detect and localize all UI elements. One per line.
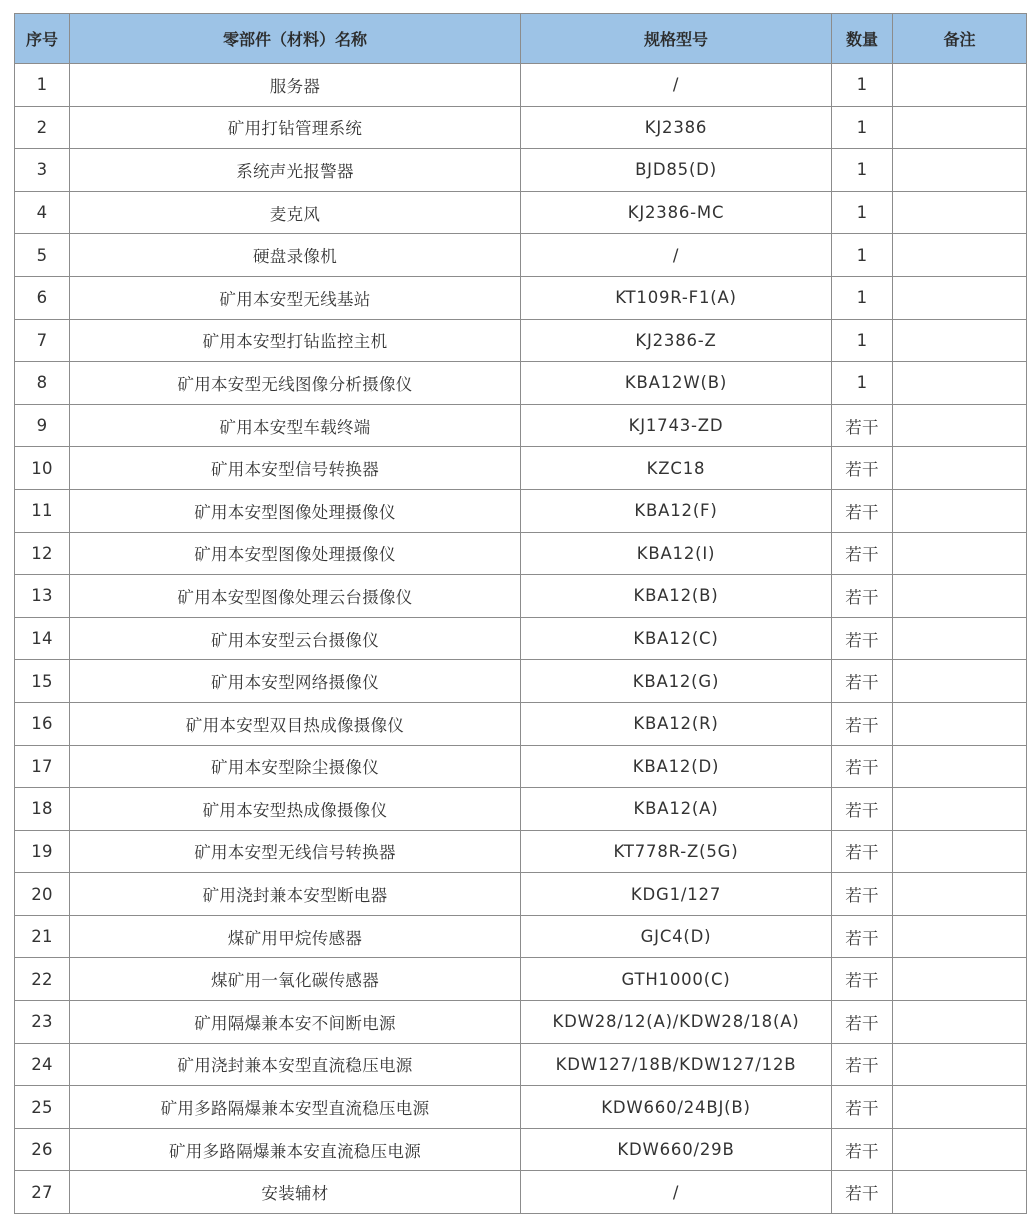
cell-spec: KBA12(I) xyxy=(521,532,832,575)
cell-name: 矿用本安型信号转换器 xyxy=(70,447,521,490)
header-row xyxy=(15,14,1027,64)
cell-note xyxy=(893,1043,1027,1086)
cell-no: 8 xyxy=(15,362,70,405)
cell-qty: 若干 xyxy=(832,1086,893,1129)
table-row xyxy=(15,1043,1027,1086)
cell-name: 系统声光报警器 xyxy=(70,149,521,192)
table-row xyxy=(15,276,1027,319)
table-row xyxy=(15,234,1027,277)
cell-spec: KBA12(G) xyxy=(521,660,832,703)
cell-qty: 若干 xyxy=(832,489,893,532)
cell-note xyxy=(893,873,1027,916)
cell-qty: 1 xyxy=(832,149,893,192)
table-row xyxy=(15,319,1027,362)
header-qty: 数量 xyxy=(832,14,893,64)
cell-name: 矿用多路隔爆兼本安直流稳压电源 xyxy=(70,1128,521,1171)
table-row xyxy=(15,660,1027,703)
cell-name: 矿用本安型打钻监控主机 xyxy=(70,319,521,362)
table-row xyxy=(15,873,1027,916)
table-row xyxy=(15,830,1027,873)
cell-name: 煤矿用甲烷传感器 xyxy=(70,915,521,958)
cell-no: 23 xyxy=(15,1001,70,1044)
cell-qty: 若干 xyxy=(832,958,893,1001)
cell-qty: 若干 xyxy=(832,404,893,447)
cell-no: 5 xyxy=(15,234,70,277)
cell-qty: 1 xyxy=(832,362,893,405)
cell-spec: KDW28/12(A)/KDW28/18(A) xyxy=(521,1001,832,1044)
cell-qty: 1 xyxy=(832,234,893,277)
cell-spec: KJ2386 xyxy=(521,106,832,149)
cell-name: 煤矿用一氧化碳传感器 xyxy=(70,958,521,1001)
cell-no: 27 xyxy=(15,1171,70,1214)
table-row xyxy=(15,915,1027,958)
parts-table xyxy=(14,13,1027,1214)
cell-qty: 若干 xyxy=(832,745,893,788)
cell-name: 矿用打钻管理系统 xyxy=(70,106,521,149)
cell-name: 矿用本安型无线图像分析摄像仪 xyxy=(70,362,521,405)
cell-name: 矿用本安型图像处理摄像仪 xyxy=(70,489,521,532)
cell-qty: 1 xyxy=(832,319,893,362)
cell-name: 矿用本安型除尘摄像仪 xyxy=(70,745,521,788)
cell-no: 12 xyxy=(15,532,70,575)
table-row xyxy=(15,447,1027,490)
cell-note xyxy=(893,404,1027,447)
cell-no: 20 xyxy=(15,873,70,916)
parts-table-container xyxy=(14,13,1026,1214)
cell-spec: KBA12(B) xyxy=(521,575,832,618)
cell-no: 1 xyxy=(15,64,70,107)
cell-no: 13 xyxy=(15,575,70,618)
table-row xyxy=(15,575,1027,618)
cell-spec: KDW660/29B xyxy=(521,1128,832,1171)
cell-spec: KBA12(D) xyxy=(521,745,832,788)
cell-name: 矿用本安型图像处理摄像仪 xyxy=(70,532,521,575)
cell-spec: / xyxy=(521,1171,832,1214)
cell-name: 矿用多路隔爆兼本安型直流稳压电源 xyxy=(70,1086,521,1129)
cell-note xyxy=(893,1171,1027,1214)
cell-note xyxy=(893,234,1027,277)
cell-spec: KT778R-Z(5G) xyxy=(521,830,832,873)
cell-no: 7 xyxy=(15,319,70,362)
table-row xyxy=(15,1001,1027,1044)
cell-no: 15 xyxy=(15,660,70,703)
table-row xyxy=(15,702,1027,745)
cell-no: 3 xyxy=(15,149,70,192)
cell-note xyxy=(893,788,1027,831)
table-row xyxy=(15,958,1027,1001)
cell-spec: KJ2386-Z xyxy=(521,319,832,362)
table-row xyxy=(15,489,1027,532)
cell-qty: 若干 xyxy=(832,830,893,873)
header-spec: 规格型号 xyxy=(521,14,832,64)
cell-no: 25 xyxy=(15,1086,70,1129)
cell-qty: 若干 xyxy=(832,575,893,618)
table-body xyxy=(15,64,1027,1214)
cell-name: 矿用本安型网络摄像仪 xyxy=(70,660,521,703)
table-row xyxy=(15,191,1027,234)
cell-qty: 若干 xyxy=(832,1043,893,1086)
cell-name: 安装辅材 xyxy=(70,1171,521,1214)
cell-name: 矿用本安型车载终端 xyxy=(70,404,521,447)
cell-name: 矿用浇封兼本安型断电器 xyxy=(70,873,521,916)
cell-no: 22 xyxy=(15,958,70,1001)
cell-no: 16 xyxy=(15,702,70,745)
cell-name: 麦克风 xyxy=(70,191,521,234)
cell-no: 10 xyxy=(15,447,70,490)
cell-no: 17 xyxy=(15,745,70,788)
table-row xyxy=(15,1086,1027,1129)
cell-name: 矿用本安型云台摄像仪 xyxy=(70,617,521,660)
cell-note xyxy=(893,276,1027,319)
cell-note xyxy=(893,745,1027,788)
cell-note xyxy=(893,1128,1027,1171)
cell-no: 4 xyxy=(15,191,70,234)
cell-note xyxy=(893,1086,1027,1129)
cell-qty: 若干 xyxy=(832,532,893,575)
table-row xyxy=(15,1128,1027,1171)
cell-note xyxy=(893,958,1027,1001)
cell-spec: KBA12(F) xyxy=(521,489,832,532)
table-row xyxy=(15,617,1027,660)
cell-no: 19 xyxy=(15,830,70,873)
cell-note xyxy=(893,64,1027,107)
cell-no: 14 xyxy=(15,617,70,660)
cell-spec: KDG1/127 xyxy=(521,873,832,916)
header-no: 序号 xyxy=(15,14,70,64)
cell-spec: KDW127/18B/KDW127/12B xyxy=(521,1043,832,1086)
cell-name: 硬盘录像机 xyxy=(70,234,521,277)
table-row xyxy=(15,404,1027,447)
cell-qty: 1 xyxy=(832,276,893,319)
cell-name: 矿用本安型无线基站 xyxy=(70,276,521,319)
cell-qty: 若干 xyxy=(832,660,893,703)
cell-name: 矿用本安型无线信号转换器 xyxy=(70,830,521,873)
cell-qty: 若干 xyxy=(832,447,893,490)
cell-qty: 若干 xyxy=(832,1128,893,1171)
cell-note xyxy=(893,575,1027,618)
cell-note xyxy=(893,362,1027,405)
cell-qty: 1 xyxy=(832,64,893,107)
table-row xyxy=(15,1171,1027,1214)
cell-note xyxy=(893,447,1027,490)
cell-note xyxy=(893,1001,1027,1044)
table-row xyxy=(15,106,1027,149)
cell-spec: KT109R-F1(A) xyxy=(521,276,832,319)
cell-spec: KBA12(R) xyxy=(521,702,832,745)
cell-spec: / xyxy=(521,64,832,107)
cell-no: 9 xyxy=(15,404,70,447)
cell-no: 11 xyxy=(15,489,70,532)
table-row xyxy=(15,64,1027,107)
table-row xyxy=(15,788,1027,831)
cell-note xyxy=(893,617,1027,660)
cell-no: 24 xyxy=(15,1043,70,1086)
cell-note xyxy=(893,830,1027,873)
table-header xyxy=(15,14,1027,64)
header-note: 备注 xyxy=(893,14,1027,64)
table-row xyxy=(15,149,1027,192)
cell-name: 矿用本安型图像处理云台摄像仪 xyxy=(70,575,521,618)
cell-name: 矿用隔爆兼本安不间断电源 xyxy=(70,1001,521,1044)
cell-no: 18 xyxy=(15,788,70,831)
cell-note xyxy=(893,149,1027,192)
cell-note xyxy=(893,489,1027,532)
cell-spec: KJ1743-ZD xyxy=(521,404,832,447)
cell-spec: GJC4(D) xyxy=(521,915,832,958)
cell-qty: 若干 xyxy=(832,617,893,660)
cell-spec: KDW660/24BJ(B) xyxy=(521,1086,832,1129)
table-row xyxy=(15,745,1027,788)
table-row xyxy=(15,532,1027,575)
cell-spec: KBA12(A) xyxy=(521,788,832,831)
cell-no: 26 xyxy=(15,1128,70,1171)
cell-note xyxy=(893,532,1027,575)
cell-qty: 若干 xyxy=(832,873,893,916)
cell-note xyxy=(893,191,1027,234)
cell-name: 矿用浇封兼本安型直流稳压电源 xyxy=(70,1043,521,1086)
cell-note xyxy=(893,319,1027,362)
cell-qty: 若干 xyxy=(832,788,893,831)
cell-spec: KJ2386-MC xyxy=(521,191,832,234)
cell-name: 矿用本安型热成像摄像仪 xyxy=(70,788,521,831)
cell-spec: GTH1000(C) xyxy=(521,958,832,1001)
cell-spec: KBA12W(B) xyxy=(521,362,832,405)
cell-no: 21 xyxy=(15,915,70,958)
table-row xyxy=(15,362,1027,405)
cell-note xyxy=(893,106,1027,149)
cell-qty: 若干 xyxy=(832,915,893,958)
cell-note xyxy=(893,915,1027,958)
header-name: 零部件（材料）名称 xyxy=(70,14,521,64)
cell-qty: 若干 xyxy=(832,1001,893,1044)
cell-spec: KZC18 xyxy=(521,447,832,490)
cell-note xyxy=(893,702,1027,745)
cell-name: 服务器 xyxy=(70,64,521,107)
cell-no: 2 xyxy=(15,106,70,149)
cell-spec: / xyxy=(521,234,832,277)
cell-qty: 若干 xyxy=(832,702,893,745)
cell-qty: 若干 xyxy=(832,1171,893,1214)
cell-name: 矿用本安型双目热成像摄像仪 xyxy=(70,702,521,745)
cell-spec: BJD85(D) xyxy=(521,149,832,192)
cell-no: 6 xyxy=(15,276,70,319)
cell-qty: 1 xyxy=(832,191,893,234)
cell-qty: 1 xyxy=(832,106,893,149)
cell-spec: KBA12(C) xyxy=(521,617,832,660)
cell-note xyxy=(893,660,1027,703)
